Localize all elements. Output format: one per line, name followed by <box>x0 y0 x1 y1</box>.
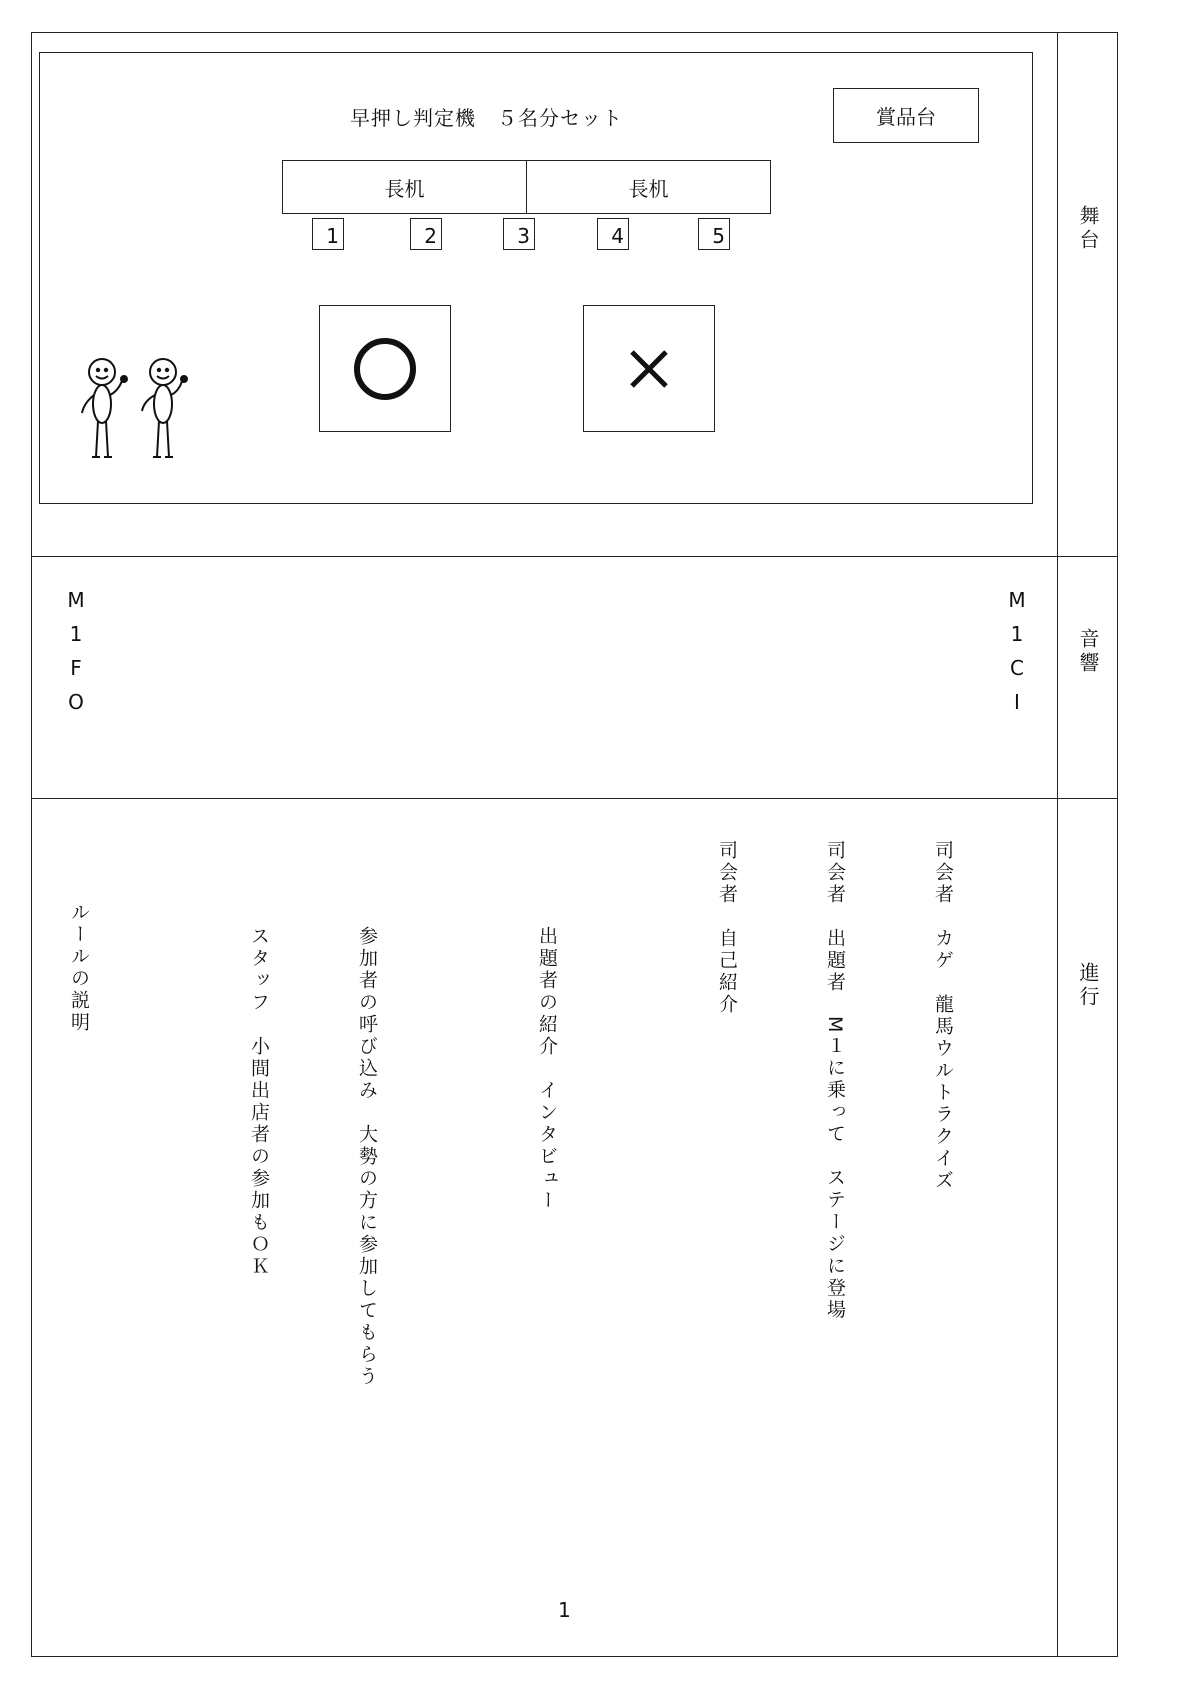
progress-line: スタッフ 小間出店者の参加もＯＫ <box>248 926 270 1278</box>
long-desk-right-label: 長机 <box>628 176 669 201</box>
stage-section-label: 舞台 <box>1076 205 1100 253</box>
seat-4: 4 <box>597 218 629 250</box>
progress-section-label: 進行 <box>1076 962 1100 1010</box>
maru-icon <box>350 334 420 404</box>
progress-line: 参加者の呼び込み 大勢の方に参加してもらう <box>356 926 378 1388</box>
stage-sound-divider <box>31 556 1118 557</box>
label-column-divider <box>1057 32 1058 1657</box>
sound-progress-divider <box>31 798 1118 799</box>
long-desk-left <box>282 160 527 214</box>
seat-3: 3 <box>503 218 535 250</box>
sound-cue-end: M1FO <box>64 588 88 724</box>
presenters-icon <box>78 355 208 465</box>
seat-2: 2 <box>410 218 442 250</box>
page-number: 1 <box>558 1598 571 1622</box>
maru-panel <box>319 305 451 432</box>
batsu-icon <box>627 347 671 391</box>
progress-line: 司会者 カゲ 龍馬ウルトラクイズ <box>932 840 954 1192</box>
sound-section-label: 音響 <box>1076 628 1100 676</box>
progress-line: 司会者 自己紹介 <box>716 840 738 1016</box>
seat-1: 1 <box>312 218 344 250</box>
progress-columns <box>55 840 1033 1640</box>
prize-table <box>833 88 979 143</box>
seat-5: 5 <box>698 218 730 250</box>
progress-line: 出題者の紹介 インタビュー <box>536 926 558 1212</box>
progress-script <box>55 840 1033 1640</box>
long-desk-right <box>526 160 771 214</box>
stage-title: 早押し判定機 ５名分セット <box>350 106 623 130</box>
sound-cue-start: M1CI <box>1005 588 1029 724</box>
prize-table-label: 賞品台 <box>876 105 936 129</box>
progress-line: ルールの説明 <box>68 902 90 1034</box>
progress-line: 司会者 出題者 M１に乗って ステージに登場 <box>824 840 846 1322</box>
batsu-panel <box>583 305 715 432</box>
long-desk-left-label: 長机 <box>384 176 425 201</box>
